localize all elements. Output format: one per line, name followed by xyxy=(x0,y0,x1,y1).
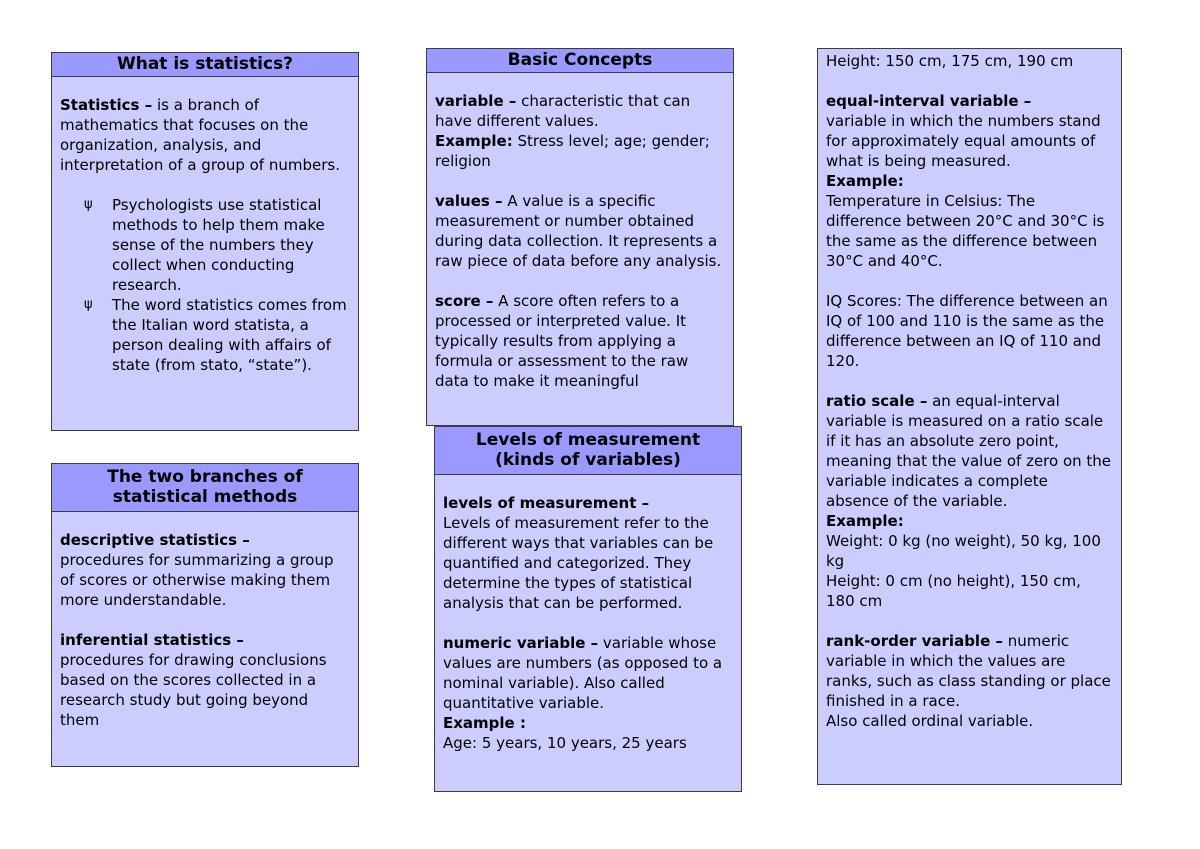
temperature-example: Temperature in Celsius: The difference between 20°C and 30°C is the same as the difference between 30°C and 40°C. xyxy=(826,192,1105,270)
ordinal-note: Also called ordinal variable. xyxy=(826,712,1034,730)
rank-order-definition: rank-order variable – numeric variable in which the values are ranks, such as class standing or place finished in a race. xyxy=(826,632,1111,710)
descriptive-statistics-text: procedures for summarizing a group of scores or otherwise making them more understandable. xyxy=(60,551,334,609)
psi-bullet-icon: ψ xyxy=(84,197,93,212)
numeric-example-label: Example : xyxy=(443,714,526,732)
numeric-example-text: Age: 5 years, 10 years, 25 years xyxy=(443,734,687,752)
levels-of-measurement-box xyxy=(434,426,742,792)
statistics-definition xyxy=(60,95,350,175)
psi-bullet-icon: ψ xyxy=(84,297,93,312)
descriptive-statistics-term: descriptive statistics – xyxy=(60,531,250,549)
basic-concepts-box xyxy=(426,48,734,426)
equal-interval-example-label: Example: xyxy=(826,172,904,190)
ratio-example-label: Example: xyxy=(826,512,904,530)
statistics-definition-text: is a branch of mathematics that focuses on the organization, analysis, and interpretation of a group of numbers. xyxy=(60,96,340,174)
iq-example: IQ Scores: The difference between an IQ of 100 and 110 is the same as the difference between an IQ of 110 and 120. xyxy=(826,292,1108,370)
height-zero-example: Height: 0 cm (no height), 150 cm, 180 cm xyxy=(826,572,1081,610)
height-example: Height: 150 cm, 175 cm, 190 cm xyxy=(826,52,1074,70)
variable-definition: variable – characteristic that can have different values. xyxy=(435,92,691,130)
numeric-variable-text: values are numbers (as opposed to a nominal variable). Also called quantitative variable. xyxy=(443,654,723,712)
inferential-statistics-term: inferential statistics – xyxy=(60,631,244,649)
equal-interval-text: variable in which the numbers stand for approximately equal amounts of what is being measured. xyxy=(826,112,1101,170)
two-branches-box xyxy=(51,463,359,767)
levels-term: levels of measurement – xyxy=(443,494,650,512)
statistics-bullet-list xyxy=(60,195,350,375)
equal-interval-term: equal-interval variable – xyxy=(826,92,1032,110)
statistics-term: Statistics – xyxy=(60,96,153,114)
score-definition: score – A score often refers to a processed or interpreted value. It typically results from applying a formula or assessment to the raw data to make it meaningful xyxy=(435,292,689,390)
variable-types-box xyxy=(817,48,1122,785)
list-item: ψ Psychologists use statistical methods to help them make sense of the numbers they collect when conducting research. xyxy=(84,196,325,294)
ratio-scale-definition: ratio scale – an equal-interval variable is measured on a ratio scale if it has an absolute zero point, meaning that the value of zero on the variable indicates a complete absence of the variable. xyxy=(826,392,1112,510)
variable-example: Example: Stress level; age; gender; religion xyxy=(435,132,710,170)
what-is-statistics-box xyxy=(51,52,359,431)
basic-concepts-title: Basic Concepts xyxy=(427,49,733,73)
weight-example: Weight: 0 kg (no weight), 50 kg, 100 kg xyxy=(826,532,1101,570)
inferential-statistics-text: procedures for drawing conclusions based on the scores collected in a research study but going beyond them xyxy=(60,651,327,729)
levels-of-measurement-title: Levels of measurement (kinds of variables) xyxy=(435,427,741,475)
what-is-statistics-title: What is statistics? xyxy=(52,53,358,77)
numeric-variable-definition: numeric variable – variable whose xyxy=(443,634,717,652)
values-definition: values – A value is a specific measurement or number obtained during data collection. It represents a raw piece of data before any analysis. xyxy=(435,192,722,270)
levels-text: Levels of measurement refer to the different ways that variables can be quantified and categorized. They determine the types of statistical analysis that can be performed. xyxy=(443,514,714,612)
list-item: ψ The word statistics comes from the Italian word statista, a person dealing with affairs of state (from stato, “state”). xyxy=(84,296,347,374)
two-branches-title: The two branches of statistical methods xyxy=(52,464,358,512)
